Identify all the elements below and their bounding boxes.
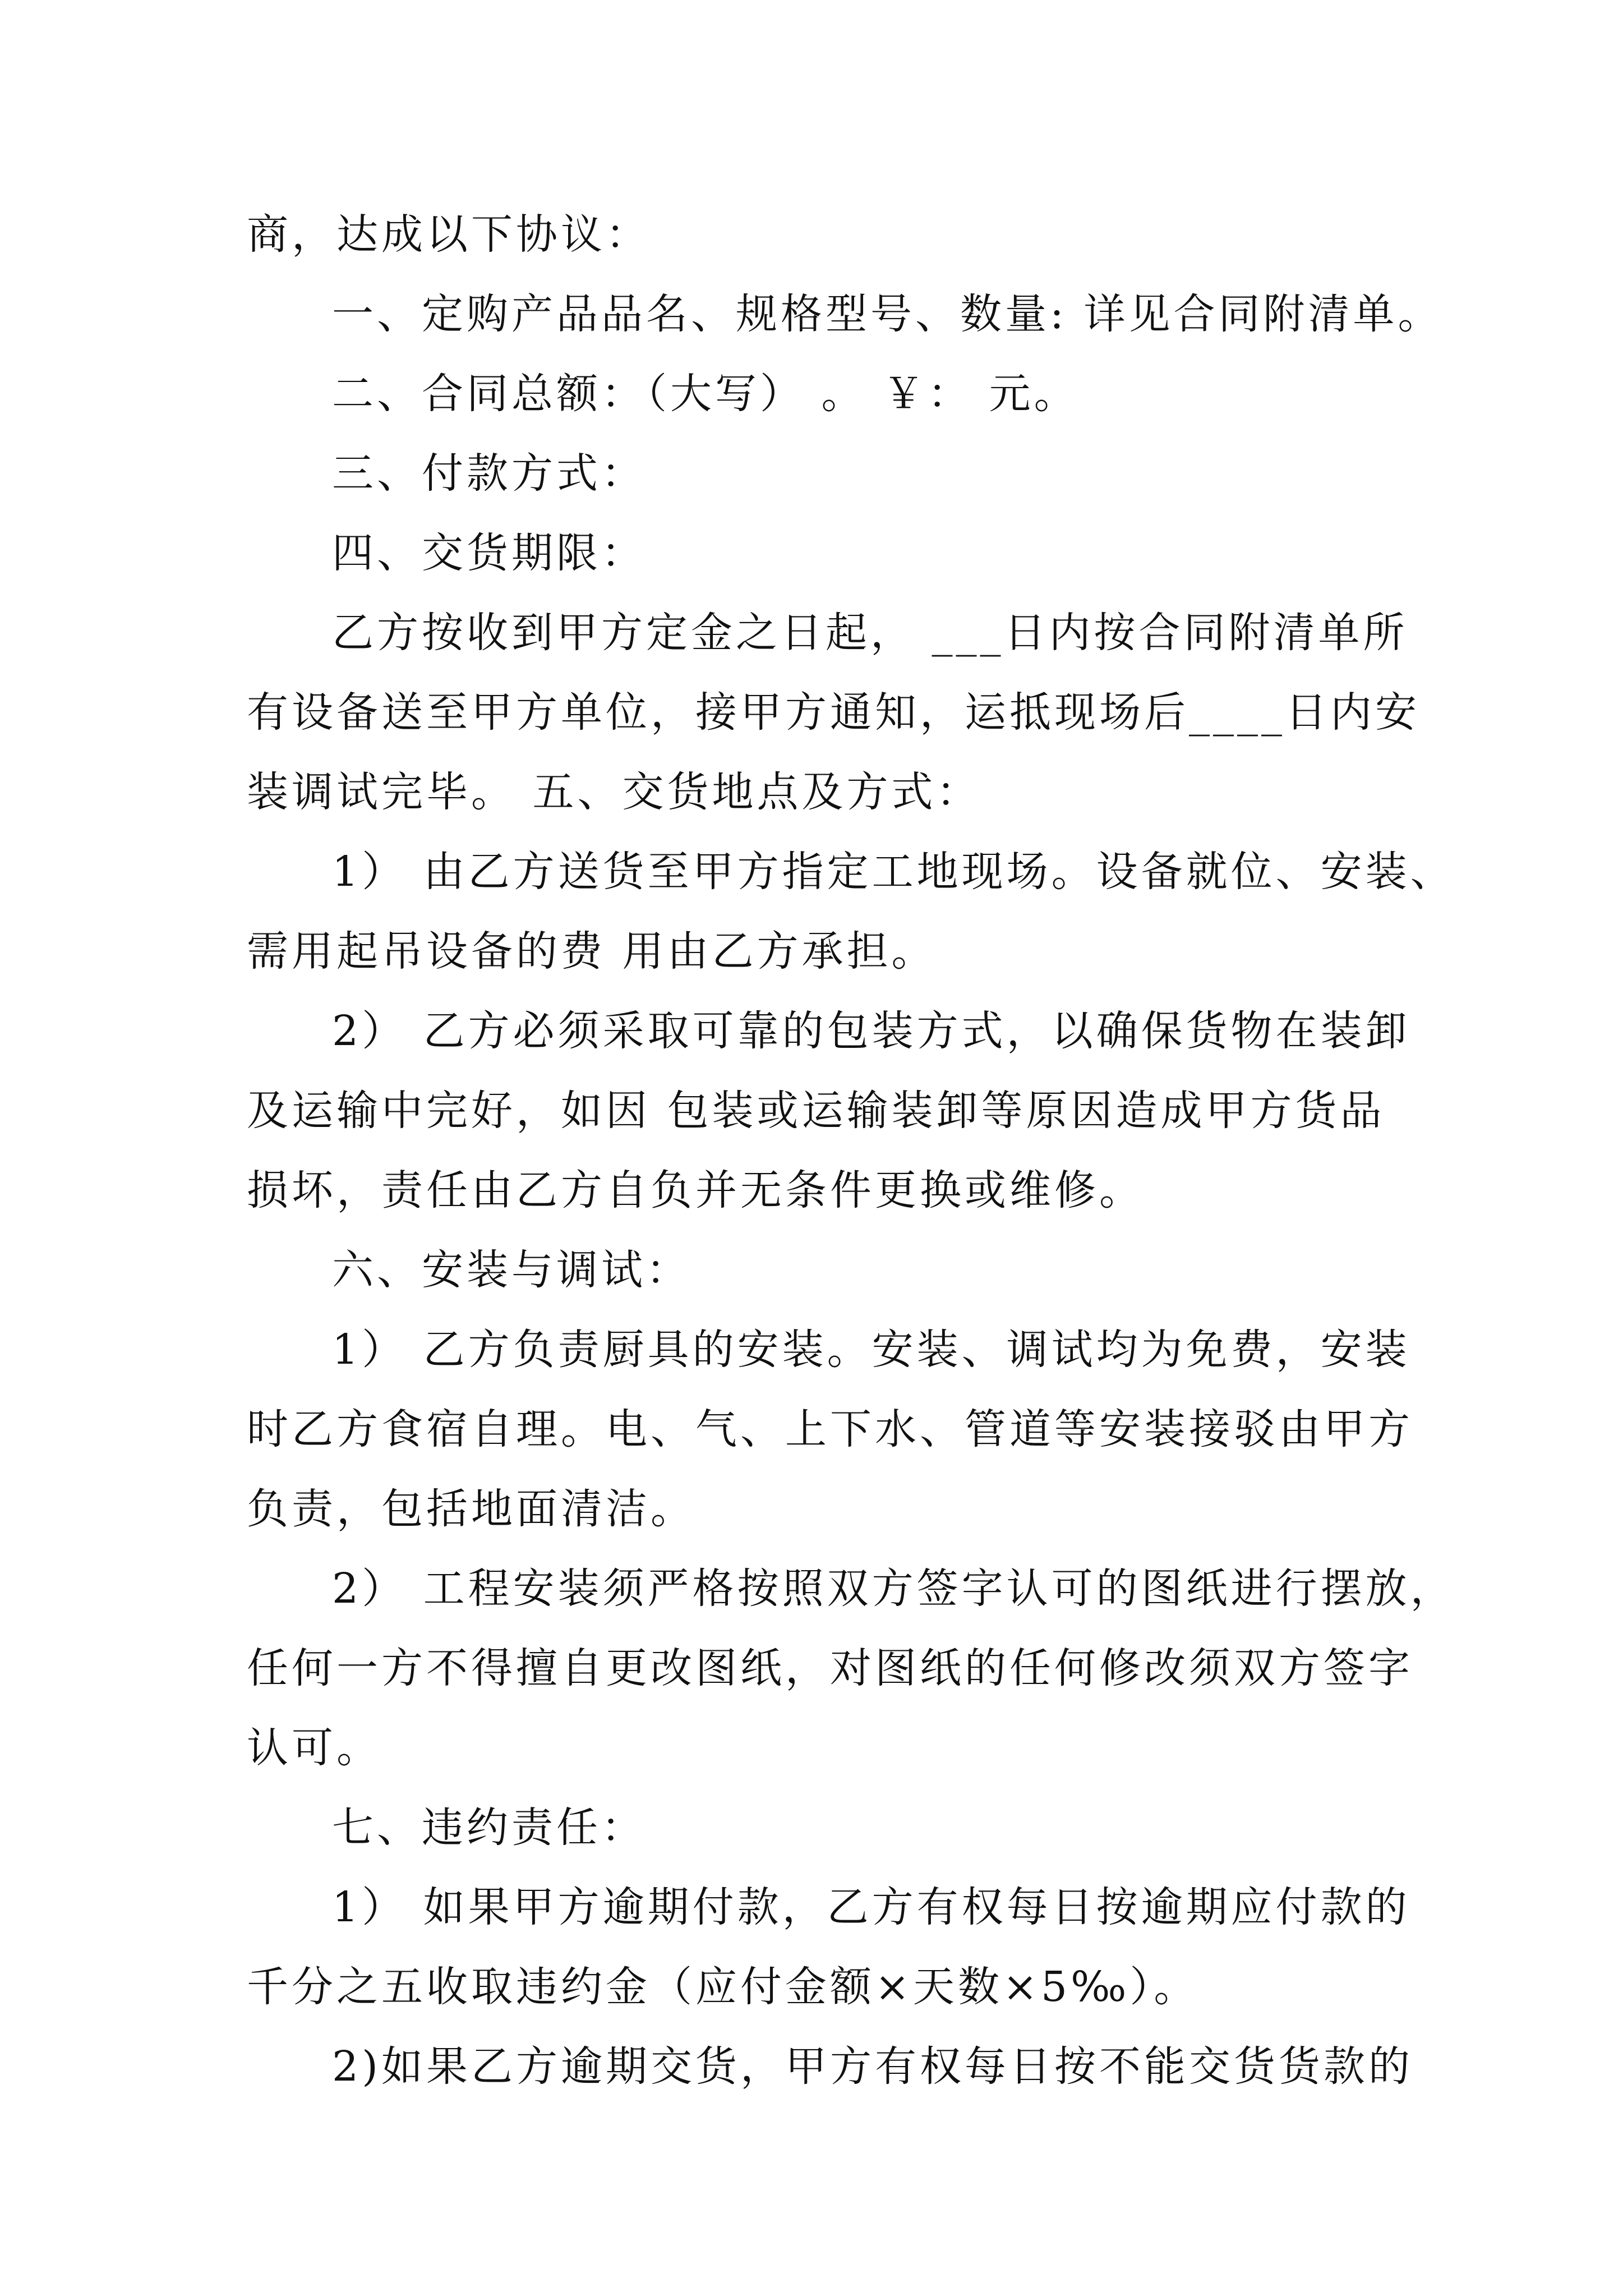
text-line: 负责，包括地面清洁。 bbox=[247, 1485, 695, 1533]
text-line: 1） 如果甲方逾期付款，乙方有权每日按逾期应付款的 bbox=[332, 1883, 1410, 1931]
text-line: 三、付款方式： bbox=[332, 449, 646, 498]
text-line: 2)如果乙方逾期交货，甲方有权每日按不能交货货款的 bbox=[332, 2042, 1413, 2091]
text-line: 七、违约责任： bbox=[332, 1803, 646, 1852]
text-line: 一、定购产品品名、规格型号、数量: 详见合同附清单。 bbox=[332, 290, 1443, 338]
text-line: 六、安装与调试： bbox=[332, 1246, 691, 1294]
text-line: 2） 乙方必须采取可靠的包装方式，以确保货物在装卸 bbox=[332, 1007, 1410, 1055]
text-line: 乙方按收到甲方定金之日起， ___日内按合同附清单所 bbox=[332, 609, 1408, 657]
text-line: 商，达成以下协议： bbox=[247, 210, 651, 259]
text-line: 有设备送至甲方单位，接甲方通知，运抵现场后____日内安 bbox=[247, 688, 1420, 737]
text-line: 时乙方食宿自理。电、气、上下水、管道等安装接驳由甲方 bbox=[247, 1405, 1413, 1453]
text-line: 1） 由乙方送货至甲方指定工地现场。设备就位、安装、 bbox=[332, 848, 1455, 896]
text-line: 装调试完毕。 五、交货地点及方式： bbox=[247, 768, 981, 816]
text-line: 认可。 bbox=[247, 1724, 381, 1772]
text-line: 二、合同总额：（大写） 。 ￥： 元。 bbox=[332, 370, 1079, 418]
text-line: 2） 工程安装须严格按照双方签字认可的图纸进行摆放， bbox=[332, 1565, 1455, 1613]
text-line: 任何一方不得擅自更改图纸，对图纸的任何修改须双方签字 bbox=[247, 1644, 1413, 1692]
text-line: 及运输中完好，如因 包装或运输装卸等原因造成甲方货品 bbox=[247, 1087, 1385, 1135]
text-line: 四、交货期限： bbox=[332, 529, 646, 577]
text-line: 需用起吊设备的费 用由乙方承担。 bbox=[247, 927, 937, 976]
text-line: 损坏，责任由乙方自负并无条件更换或维修。 bbox=[247, 1166, 1144, 1214]
text-line: 千分之五收取违约金（应付金额×天数×5‰）。 bbox=[247, 1963, 1199, 2011]
text-line: 1） 乙方负责厨具的安装。安装、调试均为免费，安装 bbox=[332, 1326, 1410, 1374]
